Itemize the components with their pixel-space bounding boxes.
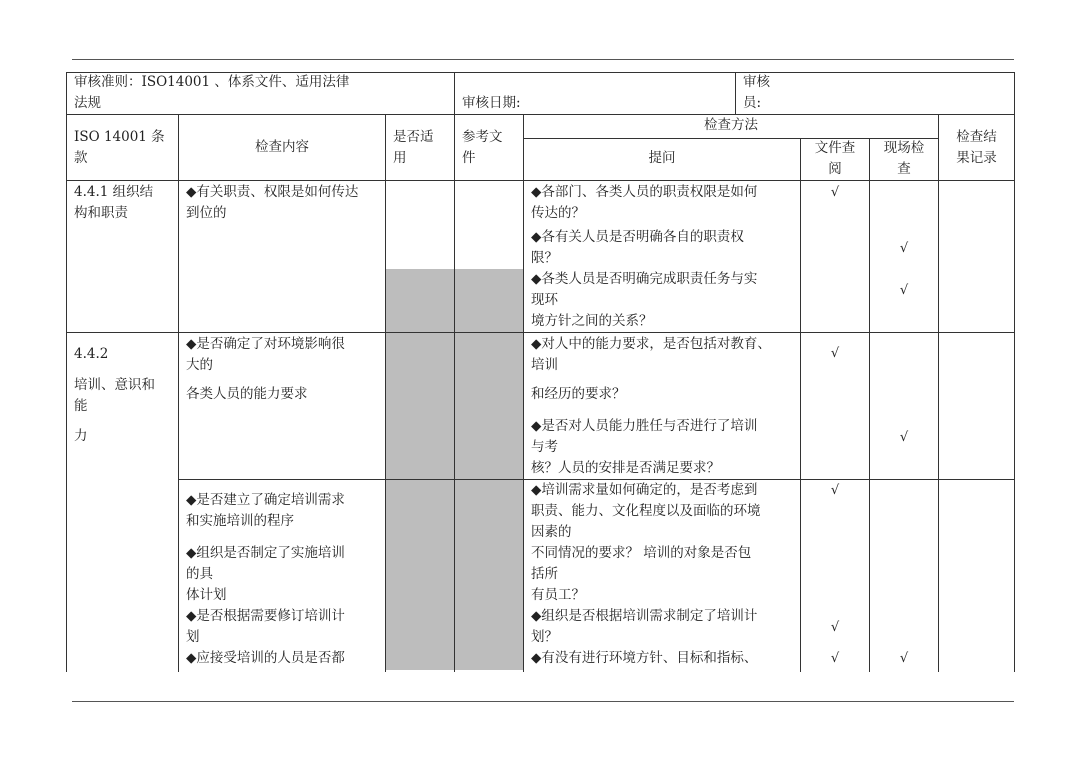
check-mark: √ xyxy=(830,185,840,200)
s3-content-d: ◆应接受培训的人员是否都 xyxy=(186,650,345,666)
s3-site-cell xyxy=(869,479,939,672)
check-mark: √ xyxy=(830,346,840,361)
s1-doc-cell xyxy=(800,180,870,333)
applicable-header: 是否适 用 xyxy=(393,129,434,166)
s1-question-3: ◆各类人员是否明确完成职责任务与实 现环 境方针之间的关系？ xyxy=(531,271,758,329)
audit-date-label: 审核日期: xyxy=(462,95,521,111)
s2-question-1-cont: 和经历的要求？ xyxy=(531,386,626,402)
s3-question-2: ◆组织是否根据培训需求制定了培训计 划？ xyxy=(531,608,758,645)
s1-clause: 4.4.1 组织结 构和职责 xyxy=(74,184,154,221)
s3-content-a: ◆是否建立了确定培训需求 和实施培训的程序 xyxy=(186,492,345,529)
auditor-cell xyxy=(735,72,1015,115)
s2-content: ◆是否确定了对环境影响很 大的 xyxy=(186,336,345,373)
reference-header: 参考文 件 xyxy=(462,129,503,166)
check-mark: √ xyxy=(830,651,840,666)
s3-result-cell xyxy=(938,479,1015,672)
check-mark: √ xyxy=(899,430,909,445)
doc-review-header: 文件查 阅 xyxy=(814,140,856,177)
audit-criteria: 审核准则：ISO14001 、体系文件、适用法律 法规 xyxy=(74,74,350,111)
bottom-rule xyxy=(72,701,1014,702)
s1-question-2: ◆各有关人员是否明确各自的职责权 限？ xyxy=(531,229,744,266)
s1-content: ◆有关职责、权限是如何传达 到位的 xyxy=(186,184,359,221)
content-header: 检查内容 xyxy=(255,139,309,155)
check-mark: √ xyxy=(899,283,909,298)
s2-clause-title: 培训、意识和 能 xyxy=(74,377,155,414)
s1-question-1: ◆各部门、各类人员的职责权限是如何 传达的？ xyxy=(531,184,758,221)
question-header: 提问 xyxy=(648,150,676,166)
s3-content-c: ◆是否根据需要修订培训计 划 xyxy=(186,608,345,645)
result-header: 检查结 果记录 xyxy=(956,129,997,166)
clause-header: ISO 14001 条 款 xyxy=(74,129,165,166)
method-header: 检查方法 xyxy=(704,117,758,133)
check-mark: √ xyxy=(899,241,909,256)
s2-content-cont: 各类人员的能力要求 xyxy=(186,386,308,402)
s3-question-1: ◆培训需求量如何确定的，是否考虑到 职责、能力、文化程度以及面临的环境 因素的 不同情况的要求？ 培训的对象是否包 括所 有员工？ xyxy=(531,482,761,603)
s1-site-cell xyxy=(869,180,939,333)
check-mark: √ xyxy=(830,483,840,498)
s3-question-3: ◆有没有进行环境方针、目标和指标、 xyxy=(531,650,758,666)
s2-question-1: ◆对人中的能力要求，是否包括对教育、 培训 xyxy=(531,336,771,373)
s3-doc-cell xyxy=(800,479,870,672)
s2-clause-number: 4.4.2 xyxy=(74,346,109,362)
s2-clause-title-end: 力 xyxy=(74,428,88,444)
s1-result-cell xyxy=(938,180,1015,333)
s2-site-cell xyxy=(869,332,939,480)
check-mark: √ xyxy=(830,620,840,635)
auditor-label: 审核 员: xyxy=(743,74,770,111)
s3-content-b: ◆组织是否制定了实施培训 的具 体计划 xyxy=(186,545,345,603)
s2-question-2: ◆是否对人员能力胜任与否进行了培训 与考 核？人员的安排是否满足要求？ xyxy=(531,418,758,476)
site-check-header: 现场检 查 xyxy=(883,140,925,177)
check-mark: √ xyxy=(899,651,909,666)
s2-result-cell xyxy=(938,332,1015,480)
top-rule xyxy=(72,59,1014,60)
